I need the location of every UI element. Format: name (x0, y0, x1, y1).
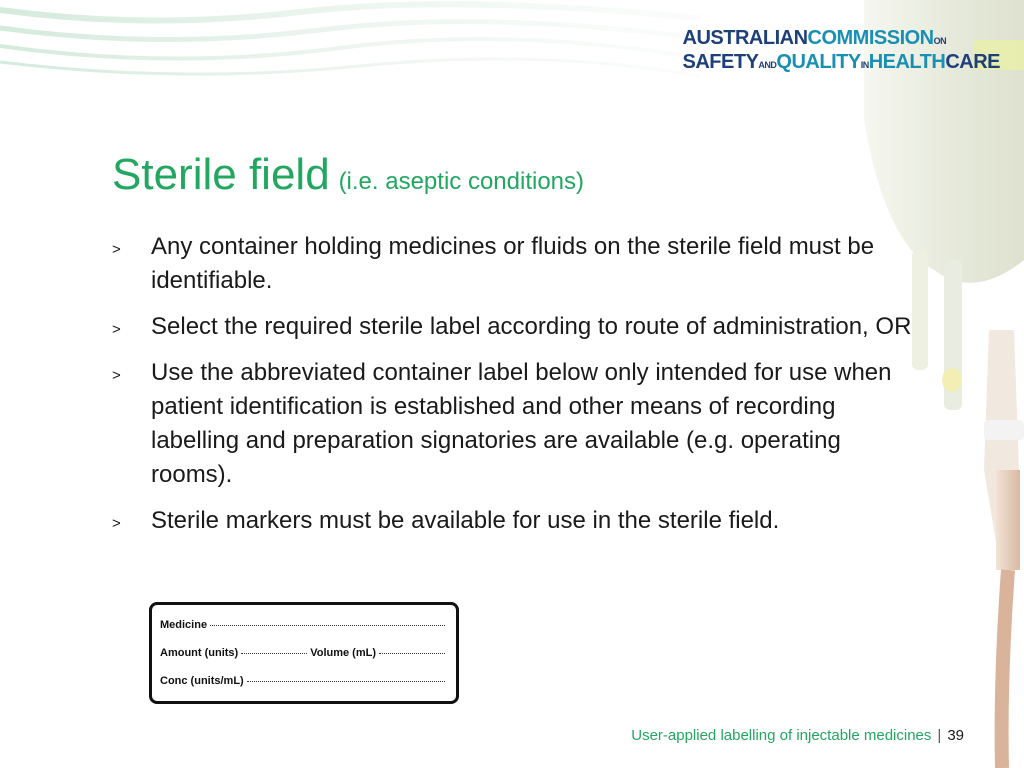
bullet-marker: > (112, 321, 121, 338)
logo-line-1: AUSTRALIANCOMMISSIONON (682, 27, 947, 49)
commission-logo (683, 28, 1000, 76)
slide-footer (631, 727, 964, 744)
bullet-text: Any container holding medicines or fluids on the sterile field must be identifiable. (151, 233, 875, 294)
label-field-amount: Amount (units) (160, 647, 239, 659)
bullet-text: Use the abbreviated container label below only intended for use when patient identification is established and other means of recording labelling and preparation signatories are available (e.g. operating rooms). (151, 359, 892, 488)
bullet-list (112, 230, 912, 550)
footer-text: User-applied labelling of injectable medicines (631, 727, 932, 744)
slide-title-main: Sterile field (112, 150, 330, 199)
dotted-line (241, 653, 307, 654)
bullet-item (112, 356, 912, 492)
bullet-marker: > (112, 367, 121, 384)
label-row-medicine (160, 619, 448, 647)
page-number: 39 (947, 727, 964, 744)
label-row-conc (160, 675, 448, 703)
abbreviated-container-label (149, 602, 459, 704)
dotted-line (210, 625, 445, 626)
decorative-wave-header (0, 0, 700, 90)
bullet-item (112, 230, 912, 298)
label-field-volume: Volume (mL) (310, 647, 376, 659)
bullet-text: Sterile markers must be available for use in the sterile field. (151, 507, 780, 534)
slide-title-sub: (i.e. aseptic conditions) (338, 168, 585, 195)
label-field-conc: Conc (units/mL) (160, 675, 244, 687)
bullet-item (112, 310, 912, 344)
bullet-text: Select the required sterile label according to route of administration, OR (151, 313, 912, 340)
label-row-amount-volume (160, 647, 448, 675)
dotted-line (247, 681, 445, 682)
footer-separator: | (937, 727, 942, 744)
logo-line-2: SAFETYANDQUALITYINHEALTHCARE (682, 51, 1000, 73)
label-field-medicine: Medicine (160, 619, 208, 631)
slide-title (112, 150, 584, 200)
bullet-item (112, 504, 912, 538)
bullet-marker: > (112, 515, 121, 532)
bullet-marker: > (112, 241, 121, 258)
dotted-line (379, 653, 445, 654)
